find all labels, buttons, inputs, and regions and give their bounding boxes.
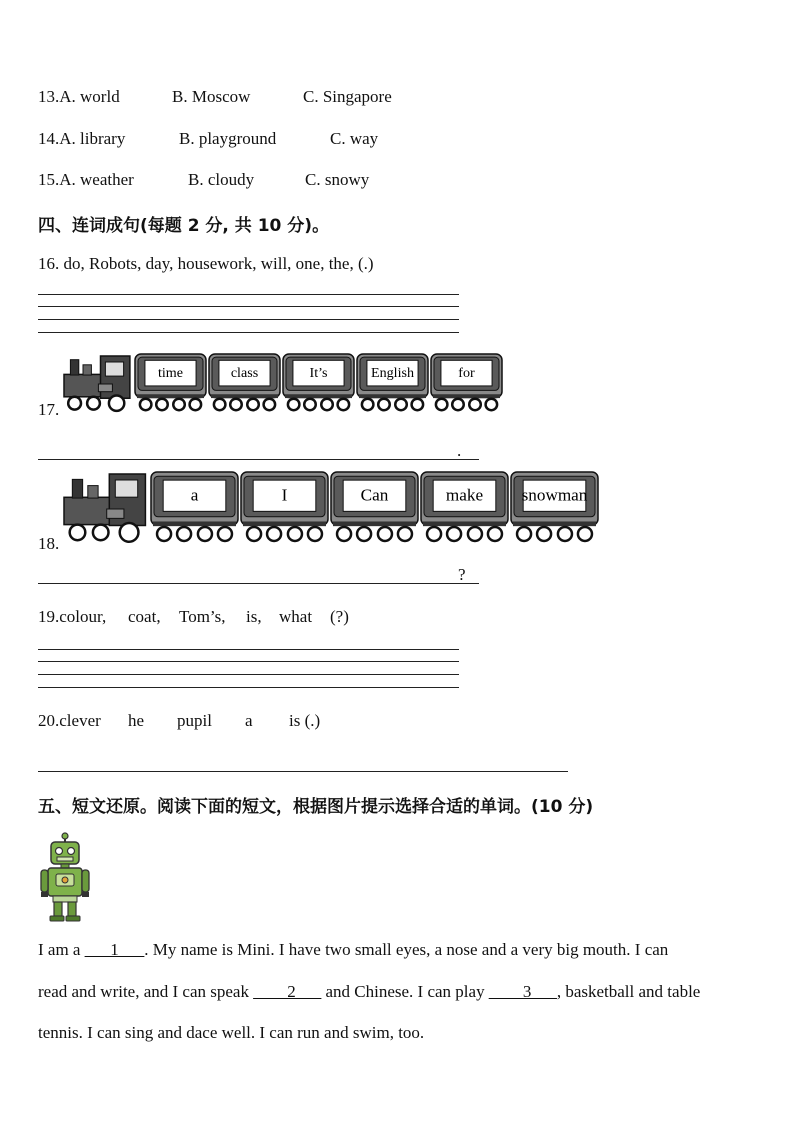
answer-line: [38, 306, 459, 307]
answer-line: [38, 294, 459, 295]
answer-line: [38, 674, 459, 675]
locomotive-icon: [64, 474, 145, 542]
answer-line: [38, 771, 568, 772]
q19-word: is,: [246, 607, 262, 626]
question-16: 16. do, Robots, day, housework, will, one, the, (.): [38, 254, 374, 273]
q19-word: coat,: [128, 607, 161, 626]
answer-line: [38, 332, 459, 333]
answer-line: [38, 583, 479, 584]
answer-line: [38, 649, 459, 650]
section-4-heading: 四、连词成句(每题 2 分, 共 10 分)。: [38, 216, 330, 236]
q14-option-b: B. playground: [179, 129, 277, 148]
passage-line-2: read and write, and I can speak ____2___ and Chinese. I can play ____3___, basketball and table: [38, 982, 701, 1001]
train-word: English: [370, 364, 415, 381]
q19-word: Tom’s,: [179, 607, 226, 626]
train-word: snowman: [521, 485, 588, 505]
train-word: Can: [360, 485, 389, 505]
q19-number: 19.colour,: [38, 607, 107, 626]
q20-word: is (.): [289, 711, 321, 730]
train-car: [431, 354, 502, 410]
passage-line-3: tennis. I can sing and dace well. I can run and swim, too.: [38, 1023, 425, 1042]
train-18: [62, 470, 607, 550]
train-car: [283, 354, 354, 410]
q17-number: 17.: [38, 400, 60, 419]
train-word: class: [230, 364, 259, 381]
blank-3: ____3___: [488, 982, 557, 1001]
train-car: [209, 354, 280, 410]
q18-end-mark: ?: [458, 565, 466, 584]
q20-word: he: [128, 711, 145, 730]
locomotive-icon: [64, 356, 130, 411]
q20-word: pupil: [177, 711, 212, 730]
train-car: [511, 472, 598, 541]
train-car: [135, 354, 206, 410]
q13-option-b: B. Moscow: [172, 87, 251, 106]
q15-num: 15.A. weather: [38, 170, 134, 189]
robot-image: [38, 832, 92, 922]
passage-line-1: I am a ___1___. My name is Mini. I have two small eyes, a nose and a very big mouth. I can: [38, 940, 669, 959]
answer-line: [38, 319, 459, 320]
section-5-heading: 五、短文还原。阅读下面的短文，根据图片提示选择合适的单词。(10 分): [38, 797, 594, 817]
q15-option-c: C. snowy: [305, 170, 370, 189]
train-car: [421, 472, 508, 541]
q15-option-b: B. cloudy: [188, 170, 255, 189]
train-17: [62, 352, 507, 418]
answer-line: [38, 661, 459, 662]
q19-word: (?): [330, 607, 349, 626]
train-word: time: [157, 364, 184, 381]
train-word: I: [281, 485, 288, 505]
q14-num: 14.A. library: [38, 129, 126, 148]
train-car: [151, 472, 238, 541]
blank-1: ___1___: [84, 940, 145, 959]
train-word: a: [190, 485, 199, 505]
train-word: make: [445, 485, 484, 505]
q19-word: what: [279, 607, 313, 626]
answer-line: [38, 687, 459, 688]
blank-2: ____2___: [253, 982, 322, 1001]
q20-word: a: [245, 711, 253, 730]
train-car: [331, 472, 418, 541]
train-word: for: [458, 364, 475, 381]
q14-option-c: C. way: [330, 129, 379, 148]
q20-number: 20.clever: [38, 711, 101, 730]
q13-option-c: C. Singapore: [303, 87, 392, 106]
answer-line: [38, 459, 479, 460]
train-word: It’s: [309, 364, 328, 381]
q18-number: 18.: [38, 534, 60, 553]
train-car: [241, 472, 328, 541]
train-car: [357, 354, 428, 410]
q13-num: 13.A. world: [38, 87, 120, 106]
q17-end-mark: .: [457, 441, 462, 460]
